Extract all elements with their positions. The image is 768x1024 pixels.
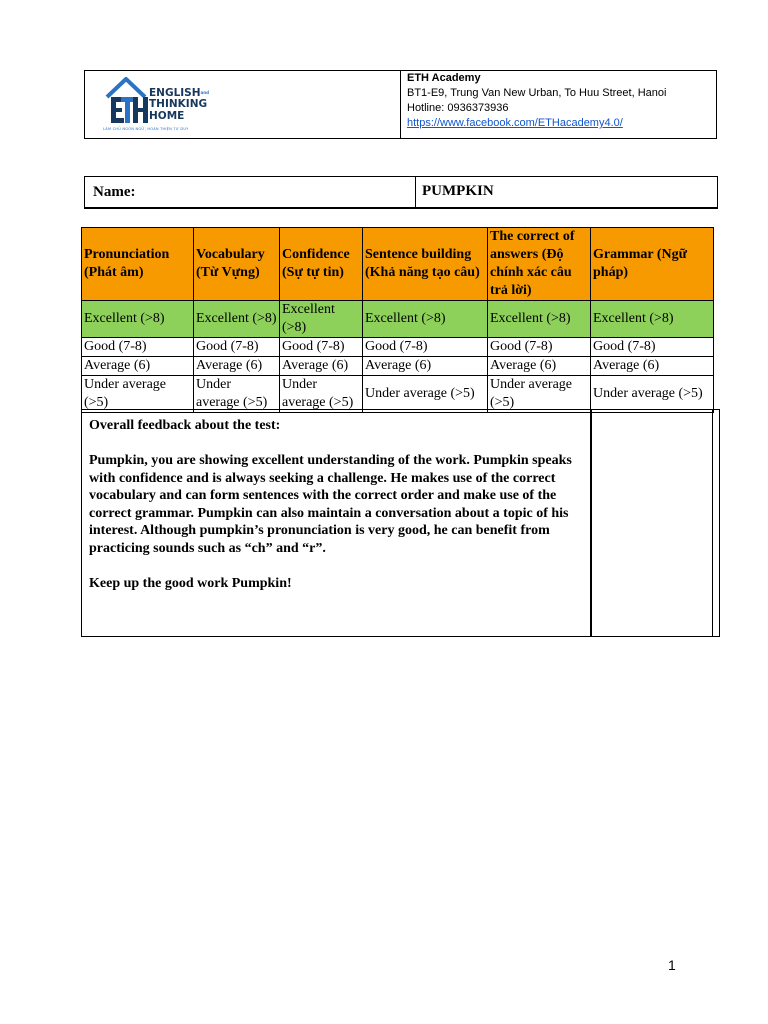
rubric-table [81,227,714,413]
table-cell: Under average (>5) [280,376,363,413]
table-cell: Average (6) [82,357,194,376]
header-grammar: Grammar (Ngữ pháp) [591,228,714,301]
header-confidence: Confidence (Sự tự tin) [280,228,363,301]
facebook-link[interactable]: https://www.facebook.com/ETHacademy4.0/ [407,117,623,129]
header-pronunciation: Pronunciation (Phát âm) [82,228,194,301]
logo-line-2: THINKING [149,98,208,111]
rubric-row-good [82,338,714,357]
feedback-heading: Overall feedback about the test: [89,418,281,433]
table-cell: Under average (>5) [488,376,591,413]
rubric-row-average [82,357,714,376]
table-cell: Average (6) [280,357,363,376]
table-cell: Excellent (>8) [280,301,363,338]
rubric-row-under-average [82,376,714,413]
table-cell: Excellent (>8) [591,301,714,338]
header-vocabulary: Vocabulary (Từ Vựng) [194,228,280,301]
logo-line-1: ENGLISH [149,86,201,99]
table-cell: Under average (>5) [591,376,714,413]
table-cell: Good (7-8) [280,338,363,357]
table-cell: Under average (>5) [82,376,194,413]
table-cell: Excellent (>8) [194,301,280,338]
name-label: Name: [93,184,136,200]
academy-info [405,71,717,138]
header-correct-answers: The correct of answers (Độ chính xác câu trả lời) [488,228,591,301]
name-divider [415,177,416,208]
academy-name: ETH Academy [407,72,481,84]
logo-cell [85,71,401,138]
logo-line-1-small: and [200,90,209,95]
feedback-text [89,417,587,592]
feedback-closing: Keep up the good work Pumpkin! [89,575,292,591]
table-cell: Under average (>5) [194,376,280,413]
feedback-divider [590,410,592,636]
academy-address: BT1-E9, Trung Van New Urban, To Huu Street, Hanoi [407,87,667,99]
student-name-row [84,176,718,209]
header-sentence-building: Sentence building (Khả năng tạo câu) [363,228,488,301]
header-box [84,70,717,139]
student-name: PUMPKIN [422,183,494,199]
table-cell: Good (7-8) [194,338,280,357]
table-cell: Average (6) [363,357,488,376]
table-cell: Excellent (>8) [363,301,488,338]
table-cell: Excellent (>8) [488,301,591,338]
table-cell: Average (6) [194,357,280,376]
logo-slogan: LÀM CHỦ NGÔN NGỮ, HOÀN THIỆN TƯ DUY [103,127,189,131]
rubric-header-row [82,228,714,301]
table-cell: Good (7-8) [82,338,194,357]
table-cell: Excellent (>8) [82,301,194,338]
table-cell: Average (6) [488,357,591,376]
table-cell: Average (6) [591,357,714,376]
table-cell: Good (7-8) [591,338,714,357]
feedback-body: Pumpkin, you are showing excellent understanding of the work. Pumpkin speaks with confidence and is always seeking a challenge. He makes use of the correct vocabulary and can form sentences with the correct order and make use of the correct grammar. Pumpkin can also maintain a conversation about a topic of his interest. Although pumpkin’s pronunciation is very good, he can benefit from practicing sounds such as “ch” and “r”. [89,453,572,556]
table-cell: Good (7-8) [488,338,591,357]
logo-wordmark [149,87,209,122]
academy-hotline: Hotline: 0936373936 [407,102,509,114]
table-cell: Good (7-8) [363,338,488,357]
rubric-row-excellent [82,301,714,338]
logo-line-3: HOME [149,109,185,122]
feedback-box [81,409,720,637]
eth-logo-icon [101,75,151,131]
table-cell: Under average (>5) [363,376,488,413]
page-number: 1 [668,957,676,973]
feedback-divider-right [712,410,713,636]
